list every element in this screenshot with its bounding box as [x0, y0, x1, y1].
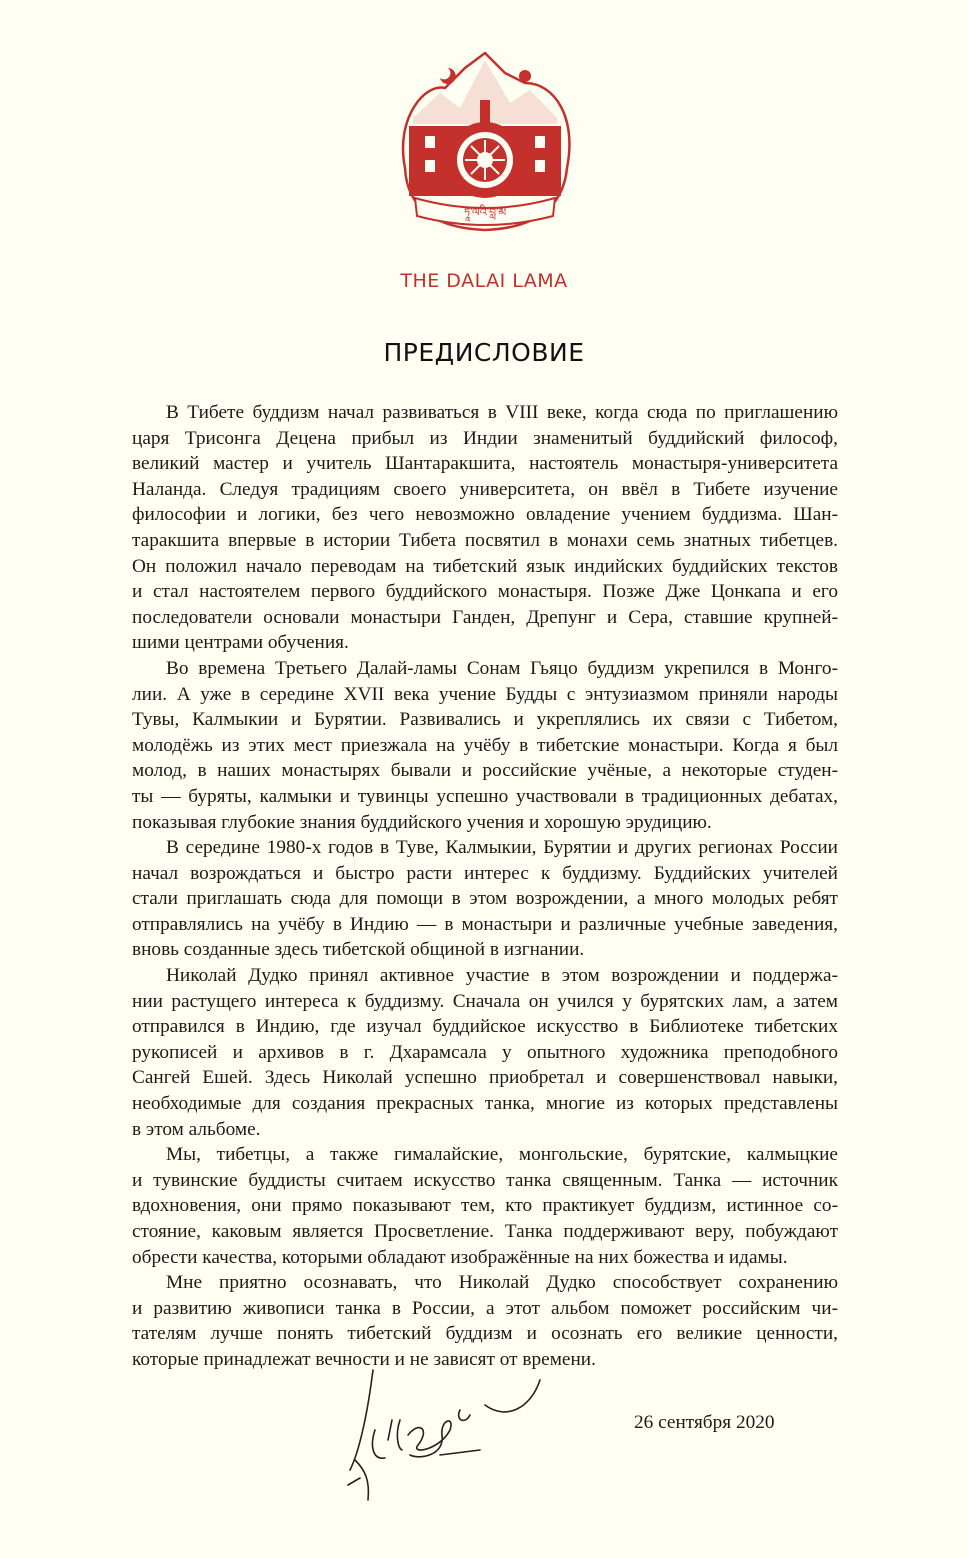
text-line: рукописей и архивов в г. Дхарамсала у опытного художника преподобного	[132, 1041, 838, 1063]
text-line: великий мастер и учитель Шантаракшита, настоятель монастыря-университета	[132, 453, 838, 475]
text-line: царя Трисонга Децена прибыл из Индии знаменитый буддийский философ,	[132, 427, 838, 449]
page-title: ПРЕДИСЛОВИЕ	[383, 338, 585, 367]
text-line: В середине 1980-х годов в Туве, Калмыкии, Бурятии и других регионах России	[166, 837, 838, 859]
text-line: Наланда. Следуя традициям своего университета, он ввёл в Тибете изучение	[132, 478, 838, 500]
text-line: В Тибете буддизм начал развиваться в VIII веке, когда сюда по приглашению	[166, 402, 838, 423]
handwritten-signature	[330, 1360, 630, 1510]
emblem-inscription: ཏཱ་ལའི་བླ་མ	[463, 206, 507, 219]
text-line: философии и логики, без чего невозможно овладение учением буддизма. Шан-	[132, 504, 838, 526]
text-line: Мы, тибетцы, а также гималайские, монгольские, бурятские, калмыцкие	[166, 1144, 838, 1166]
text-line: Николай Дудко принял активное участие в этом возрождении и поддержа-	[166, 965, 838, 987]
paragraph	[132, 1142, 838, 1270]
text-line: Во времена Третьего Далай-ламы Сонам Гьяцо буддизм укрепился в Монго-	[166, 657, 838, 679]
text-line: тателям лучше понять тибетский буддизм и осознать его великие ценности,	[132, 1323, 838, 1345]
text-line: молодёжь из этих мест приезжала на учёбу в тибетские монастыри. Когда я был	[132, 734, 838, 756]
text-line: и стал настоятелем первого буддийского монастыря. Позже Дже Цонкапа и его	[132, 581, 838, 603]
letter-date: 26 сентября 2020	[634, 1412, 775, 1433]
paragraph	[132, 400, 838, 656]
text-line: шими центрами обучения.	[132, 632, 349, 654]
text-line: и тувинские буддисты считаем искусство танка священным. Танка — источник	[132, 1169, 838, 1191]
text-line: последователи основали монастыри Ганден, Дрепунг и Сера, ставшие крупней-	[132, 606, 838, 628]
text-line: таракшита впервые в истории Тибета посвятил в монахи семь знатных тибетцев.	[132, 529, 838, 551]
text-line: показывая глубокие знания буддийского учения и хорошую эрудицию.	[132, 811, 712, 833]
text-line: нии растущего интереса к буддизму. Сначала он учился у бурятских лам, а затем	[132, 990, 838, 1012]
paragraph	[132, 1270, 838, 1372]
dalai-lama-seal-icon	[385, 48, 585, 238]
text-line: вновь созданные здесь тибетской общиной в изгнании.	[132, 939, 585, 961]
text-line: лии. А уже в середине XVII века учение Будды с энтузиазмом приняли народы	[132, 683, 838, 705]
text-line: ты — буряты, калмыки и тувинцы успешно участвовали в традиционных дебатах,	[132, 785, 838, 807]
text-line: Тувы, Калмыкии и Бурятии. Развивались и укреплялись их связи с Тибетом,	[132, 709, 838, 731]
text-line: отправлялись на учёбу в Индию — в монастыри и различные учебные заведения,	[132, 913, 838, 935]
text-line: необходимые для создания прекрасных танка, многие из которых представлены	[132, 1093, 838, 1115]
text-line: молод, в наших монастырях бывали и российские учёные, а некоторые студен-	[132, 760, 838, 782]
text-line: которые принадлежат вечности и не зависят от времени.	[132, 1348, 596, 1370]
text-line: отправился в Индию, где изучал буддийское искусство в Библиотеке тибетских	[132, 1016, 838, 1038]
foreword-body	[132, 400, 838, 1373]
text-line: Мне приятно осознавать, что Николай Дудко способствует сохранению	[166, 1272, 838, 1294]
text-line: начал возрождаться и быстро расти интерес к буддизму. Буддийских учителей	[132, 862, 838, 884]
paragraph	[132, 656, 838, 835]
text-line: стали приглашать сюда для помощи в этом возрождении, а много молодых ребят	[132, 888, 838, 910]
text-line: и развитию живописи танка в России, а этот альбом поможет российским чи-	[132, 1297, 838, 1319]
text-line: в этом альбоме.	[132, 1118, 261, 1140]
paragraph	[132, 963, 838, 1142]
text-line: обрести качества, которыми обладают изображённые на них божества и идамы.	[132, 1246, 788, 1268]
text-line: Сангей Ешей. Здесь Николай успешно приобретал и совершенствовал навыки,	[132, 1067, 838, 1089]
brand-name: THE DALAI LAMA	[400, 270, 568, 292]
paragraph	[132, 835, 838, 963]
text-line: вдохновения, они прямо показывают тем, кто практикует буддизм, истинное со-	[132, 1195, 838, 1217]
text-line: стояние, каковым является Просветление. Танка поддерживают веру, побуждают	[132, 1221, 838, 1242]
text-line: Он положил начало переводам на тибетский язык индийских буддийских текстов	[132, 555, 838, 577]
